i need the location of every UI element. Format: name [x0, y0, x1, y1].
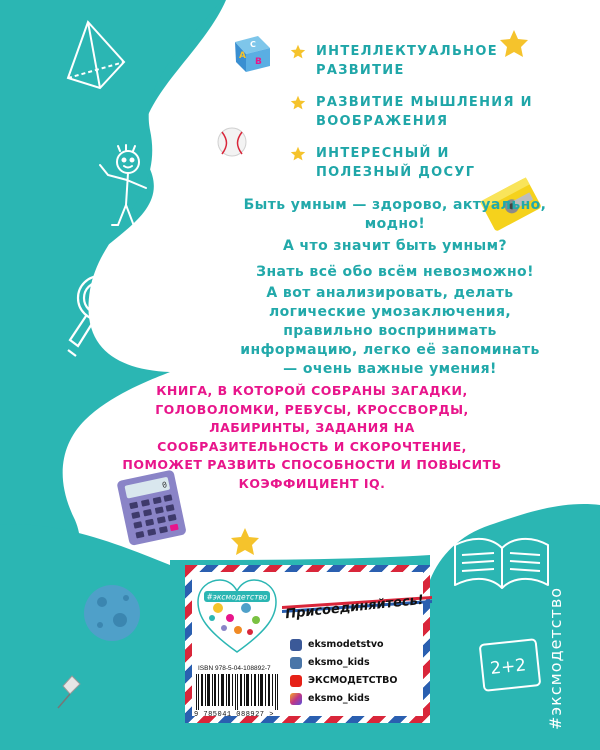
feature-text: ИНТЕРЕСНЫЙ И ПОЛЕЗНЫЙ ДОСУГ — [316, 146, 476, 180]
feature-text: ИНТЕЛЛЕКТУАЛЬНОЕ РАЗВИТИЕ — [316, 44, 498, 78]
paragraph-1: Быть умным — здорово, актуально, модно! — [243, 197, 547, 232]
hashtag-vertical: #эксмодетство — [546, 586, 565, 730]
instagram-icon — [290, 693, 302, 705]
star-icon — [290, 146, 306, 162]
cube-letter-b: B — [255, 57, 262, 67]
isbn-text: ISBN 978-5-04-108892-7 — [198, 665, 271, 672]
abc-cube-icon — [235, 36, 270, 72]
social-envelope — [185, 565, 430, 723]
facebook-icon — [290, 639, 302, 651]
feature-item — [290, 93, 550, 131]
barcode — [194, 674, 282, 710]
paragraph-3: Знать всё обо всём невозможно! — [256, 264, 534, 280]
baseball-icon — [218, 128, 246, 156]
planet-icon — [84, 585, 140, 641]
join-title: Присоединяйтесь! — [284, 592, 425, 623]
paragraph-2: А что значит быть умным? — [283, 238, 507, 254]
star-icon-bottom — [231, 528, 259, 555]
star-icon — [290, 95, 306, 111]
calculator-display: 0 — [161, 480, 168, 490]
heart-label: #эксмодетство — [206, 592, 268, 602]
barcode-number: 9 785041 088927 > — [194, 711, 274, 719]
heart-logo — [196, 578, 278, 656]
star-icon — [290, 44, 306, 60]
feature-list — [290, 42, 550, 195]
vk-icon — [290, 657, 302, 669]
feature-item — [290, 144, 550, 182]
cube-letter-a: A — [239, 51, 246, 61]
chalkboard-text: 2+2 — [489, 655, 528, 680]
teal-blob-bottom-left — [0, 524, 185, 750]
social-vk[interactable]: eksmo_kids — [290, 656, 430, 672]
paragraph-4: А вот анализировать, делать логические умозаключения, правильно воспринимать информацию, легко её запоминать — очень важные умения! — [240, 285, 540, 377]
youtube-icon — [290, 675, 302, 687]
cube-letter-c: C — [250, 40, 256, 49]
social-youtube[interactable]: ЭКСМОДЕТСТВО — [290, 674, 430, 690]
teal-blob-main — [0, 0, 222, 603]
social-instagram[interactable]: eksmo_kids — [290, 692, 430, 708]
feature-item — [290, 42, 550, 80]
social-facebook[interactable]: eksmodetstvo — [290, 638, 430, 654]
book-description: КНИГА, В КОТОРОЙ СОБРАНЫ ЗАГАДКИ, ГОЛОВОЛОМКИ, РЕБУСЫ, КРОССВОРДЫ, ЛАБИРИНТЫ, ЗАДАНИЯ НА СООБРАЗИТЕЛЬНОСТЬ И СКОРОЧТЕНИЕ, ПОМОЖЕТ РАЗВИТЬ СПОСОБНОСТИ И ПОВЫСИТЬ КОЭФФИЦИЕНТ IQ. — [122, 383, 502, 491]
feature-text: РАЗВИТИЕ МЫШЛЕНИЯ И ВООБРАЖЕНИЯ — [316, 95, 533, 129]
